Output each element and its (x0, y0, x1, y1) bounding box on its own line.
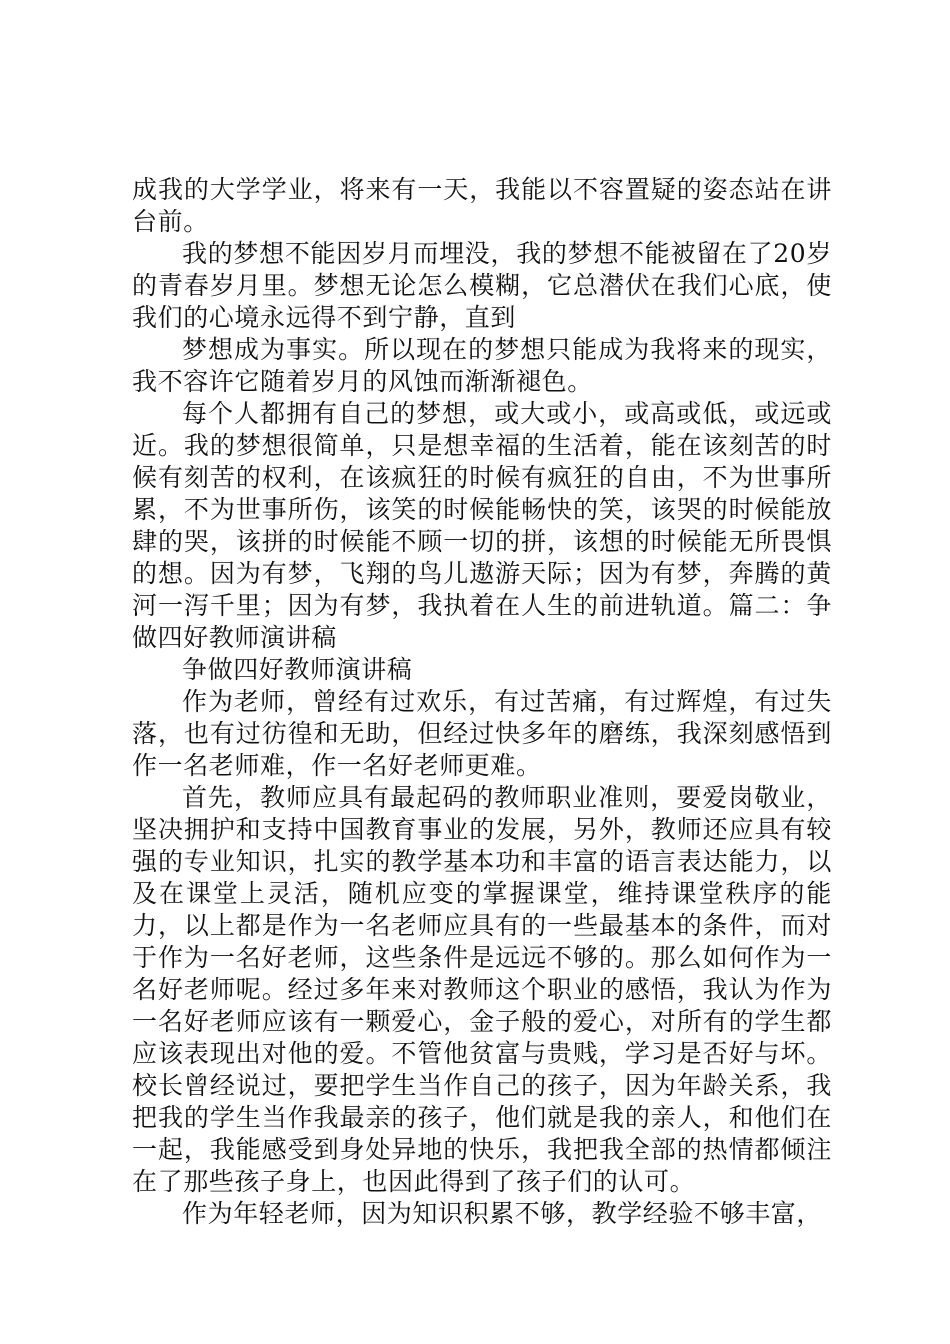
paragraph-2: 我的梦想不能因岁月而埋没，我的梦想不能被留在了20岁的青春岁月里。梦想无论怎么模糊，它总潜伏在我们心底，使我们的心境永远得不到宁静，直到 (132, 239, 832, 332)
paragraph-7: 作为年轻老师，因为知识积累不够，教学经验不够丰富， (182, 1199, 823, 1228)
paragraph-3: 梦想成为事实。所以现在的梦想只能成为我将来的现实，我不容许它随着岁月的风蚀而渐渐褪色。 (132, 335, 832, 396)
section-heading: 争做四好教师演讲稿 (182, 655, 413, 684)
paragraph-6: 首先，教师应具有最起码的教师职业准则，要爱岗敬业，坚决拥护和支持中国教育事业的发展，另外，教师还应具有较强的专业知识，扎实的教学基本功和丰富的语言表达能力，以及在课堂上灵活，随机应变的掌握课堂，维持课堂秩序的能力，以上都是作为一名老师应具有的一些最基本的条件，而对于作为一名好老师，这些条件是远远不够的。那么如何作为一名好老师呢。经过多年来对教师这个职业的感悟，我认为作为一名好老师应该有一颗爱心，金子般的爱心，对所有的学生都应该表现出对他的爱。不管他贫富与贵贱，学习是否好与坏。校长曾经说过，要把学生当作自己的孩子，因为年龄关系，我把我的学生当作我最亲的孩子，他们就是我的亲人，和他们在一起，我能感受到身处异地的快乐，我把我全部的热情都倾注在了那些孩子身上，也因此得到了孩子们的认可。 (132, 783, 832, 1196)
paragraph-5: 作为老师，曾经有过欢乐，有过苦痛，有过辉煌，有过失落，也有过彷徨和无助，但经过快多年的磨练，我深刻感悟到作一名老师难，作一名好老师更难。 (132, 687, 832, 780)
paragraph-1: 成我的大学学业，将来有一天，我能以不容置疑的姿态站在讲台前。 (132, 175, 832, 236)
body-text (132, 174, 832, 1230)
paragraph-4: 每个人都拥有自己的梦想，或大或小，或高或低，或远或近。我的梦想很简单，只是想幸福的生活着，能在该刻苦的时候有刻苦的权利，在该疯狂的时候有疯狂的自由，不为世事所累，不为世事所伤，该笑的时候能畅快的笑，该哭的时候能放肆的哭，该拼的时候能不顾一切的拼，该想的时候能无所畏惧的想。因为有梦，飞翔的鸟儿遨游天际；因为有梦，奔腾的黄河一泻千里；因为有梦，我执着在人生的前进轨道。篇二：争做四好教师演讲稿 (132, 399, 832, 652)
